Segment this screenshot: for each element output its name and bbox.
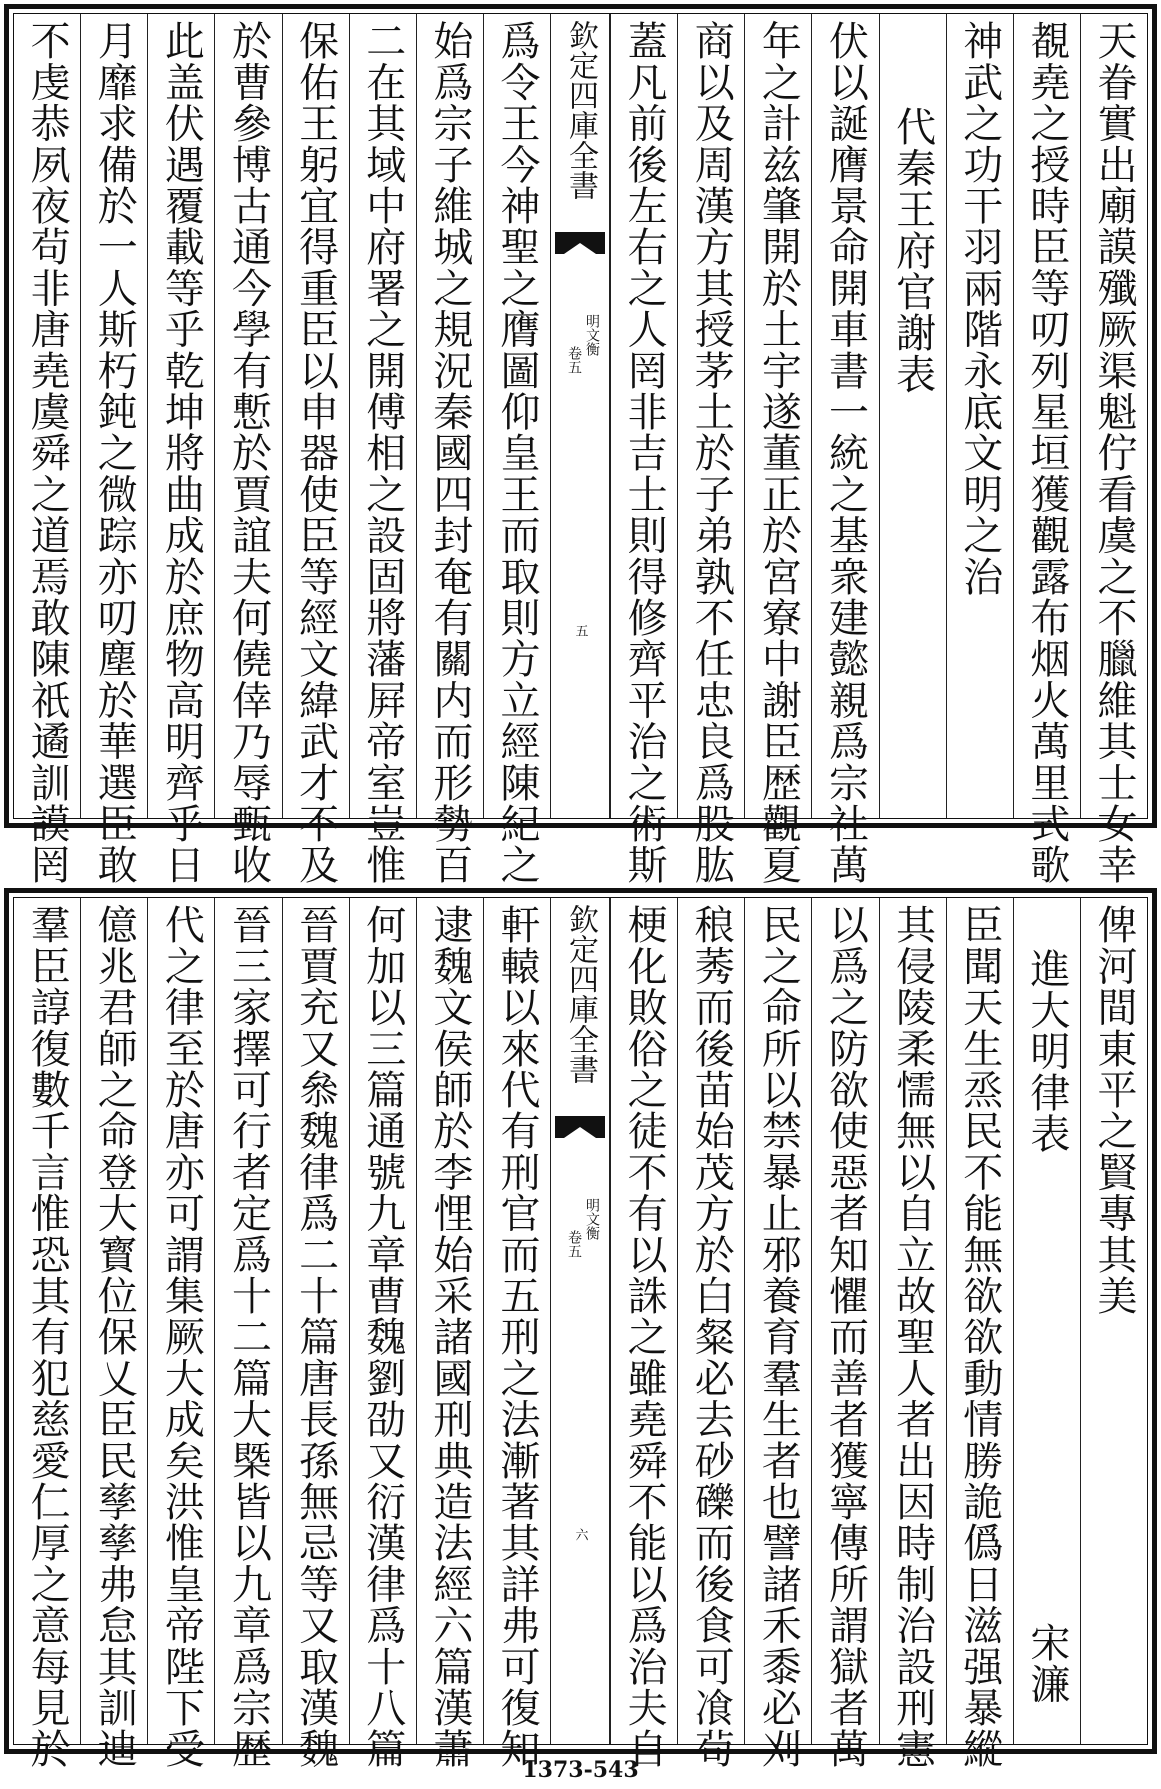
text-column	[811, 898, 878, 1770]
banxin-volume: 卷五	[566, 1230, 582, 1258]
column-text: 於曹參博古通今學有慙於賈誼夫何僥倖乃辱甄收	[225, 20, 272, 886]
column-text: 以爲之防欲使惡者知懼而善者獲寧傳所謂獄者萬	[822, 904, 869, 1770]
column-text: 天眷實出廟謨殲厥渠魁佇看虞之不臘維其士女幸	[1090, 20, 1137, 886]
text-column	[147, 898, 214, 1770]
column-text: 逮魏文侯師於李悝始采諸國刑典造法經六篇漢蕭	[426, 904, 473, 1770]
column-text: 其侵陵柔懦無以自立故聖人者出因時制治設刑憲	[889, 904, 936, 1770]
text-column	[610, 898, 677, 1770]
column-text: 神武之功干羽兩階永底文明之治	[956, 20, 1003, 597]
column-text: 伏以誕膺景命開車書一統之基衆建懿親爲宗社萬	[822, 20, 869, 886]
column-text: 此盖伏遇覆載等乎乾坤將曲成於庶物高明齊乎日	[158, 20, 205, 886]
column-text: 保佑王躬宜得重臣以申器使臣等經文緯武才不及	[292, 20, 339, 886]
column-text: 俾河間東平之賢專其美	[1090, 904, 1137, 1316]
text-column	[483, 898, 550, 1770]
column-text: 梗化敗俗之徒不有以誅之雖堯舜不能以爲治夫自	[621, 904, 668, 1770]
column-text: 不虔恭夙夜茍非唐堯虞舜之道焉敢陳祇遹訓謨罔	[24, 20, 71, 886]
text-column	[879, 14, 946, 818]
text-column	[1013, 898, 1080, 1744]
text-columns	[14, 14, 1147, 886]
text-column	[946, 14, 1013, 818]
banxin-book: 明文衡	[584, 314, 600, 356]
column-text: 蓋凡前後左右之人罔非吉士則得修齊平治之術斯	[621, 20, 668, 886]
column-text: 羣臣諄復數千言惟恐其有犯慈愛仁厚之意每見於	[24, 904, 71, 1770]
text-column	[349, 898, 416, 1770]
column-text: 爲令王今神聖之膺圖仰皇王而取則方立經陳紀之	[493, 20, 540, 886]
text-column	[483, 14, 550, 886]
text-column	[946, 898, 1013, 1770]
column-text: 晉賈充又叅魏律爲二十篇唐長孫無忌等又取漢魏	[292, 904, 339, 1770]
text-column	[80, 14, 147, 886]
column-text: 軒轅以來代有刑官而五刑之法漸著其詳弗可復知	[493, 904, 540, 1770]
author-name: 宋濂	[1023, 1621, 1070, 1704]
text-column	[416, 14, 483, 886]
text-column	[147, 14, 214, 886]
column-text: 何加以三篇通號九章曹魏劉劭又衍漢律爲十八篇	[359, 904, 406, 1770]
banxin-page-number: 五	[572, 624, 588, 637]
text-column	[214, 14, 281, 886]
text-column	[1080, 14, 1147, 886]
text-column	[349, 14, 416, 886]
top-page	[0, 0, 1161, 886]
column-text: 始爲宗子維城之規況秦國四封奄有關内而形勢百	[426, 20, 473, 886]
column-text: 月靡求備於一人斯朽鈍之微踪亦叨塵於華選臣敢	[91, 20, 138, 886]
column-text: 商以及周漢方其授茅土於子弟孰不任忠良爲股肱	[688, 20, 735, 886]
text-column	[1080, 898, 1147, 1744]
text-column	[14, 14, 80, 886]
text-column	[282, 14, 349, 886]
text-column	[14, 898, 80, 1770]
column-text: 臣聞天生烝民不能無欲欲動情勝詭僞日滋强暴縱	[956, 904, 1003, 1770]
text-column	[677, 14, 744, 886]
text-column	[744, 14, 811, 886]
text-column	[416, 898, 483, 1770]
page-code: 1373-543	[522, 1757, 639, 1783]
text-column	[744, 898, 811, 1770]
banxin-title: 欽定四庫全書	[563, 20, 598, 200]
banxin-volume: 卷五	[566, 346, 582, 374]
section-title: 進大明律表	[1023, 948, 1070, 1154]
center-fold	[550, 14, 610, 818]
banxin-title: 欽定四庫全書	[563, 904, 598, 1084]
fishtail-mark	[555, 1116, 605, 1138]
text-column	[610, 14, 677, 886]
section-title: 代秦王府官謝表	[889, 106, 936, 395]
column-text: 覩堯之授時臣等叨列星垣獲觀露布烟火萬里式歌	[1023, 20, 1070, 886]
text-column	[1013, 14, 1080, 886]
text-column	[879, 898, 946, 1770]
banxin-book: 明文衡	[584, 1198, 600, 1240]
text-column	[811, 14, 878, 886]
column-text: 代之律至於唐亦可謂集厥大成矣洪惟皇帝陛下受	[158, 904, 205, 1770]
fishtail-mark	[555, 232, 605, 254]
center-fold	[550, 898, 610, 1744]
column-text: 民之命所以禁暴止邪養育羣生者也譬諸禾黍必刈	[755, 904, 802, 1770]
text-column	[80, 898, 147, 1770]
column-text: 稂莠而後苗始茂方於白粲必去砂礫而後食可飡茍	[688, 904, 735, 1770]
text-column	[214, 898, 281, 1770]
text-column	[282, 898, 349, 1770]
column-text: 二在其域中府署之開傅相之設固將藩屛帝室豈惟	[359, 20, 406, 886]
column-text: 億兆君師之命登大寳位保乂臣民孳孳弗怠其訓迪	[91, 904, 138, 1770]
banxin-page-number: 六	[572, 1528, 588, 1541]
text-column	[677, 898, 744, 1770]
column-text: 年之計兹肇開於土宇遂董正於宮寮中謝臣歴觀夏	[755, 20, 802, 886]
column-text: 晉三家擇可行者定爲十二篇大槩皆以九章爲宗歴	[225, 904, 272, 1770]
